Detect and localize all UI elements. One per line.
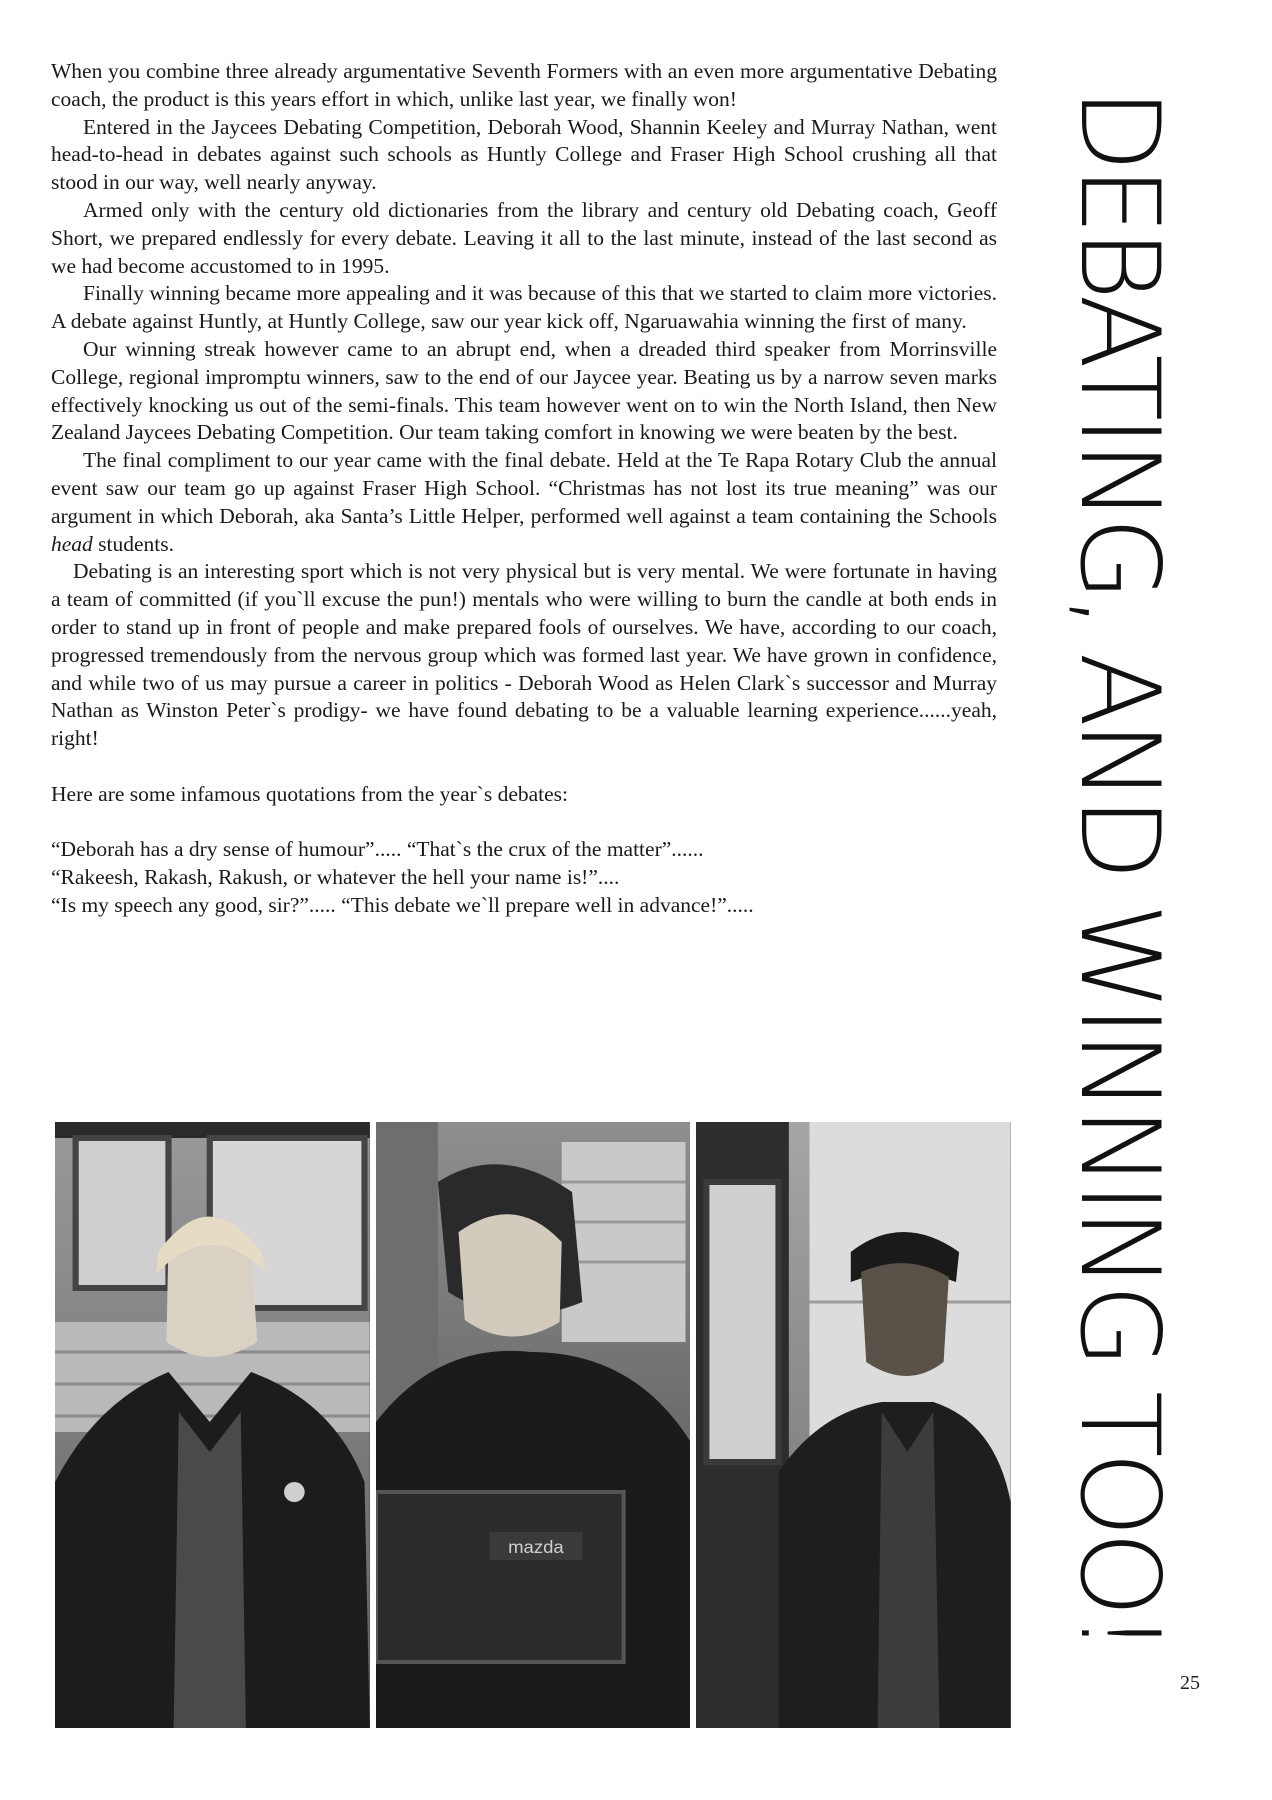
paragraph-5: Our winning streak however came to an abrupt end, when a dreaded third speaker from Morrinsville College, regional impromptu winners, saw to the end of our Jaycee year. Beating us by a narrow seven marks effectively knocking us out of the semi-finals. This team however went on to win the North Island, then New Zealand Jaycees Debating Competition. Our team taking comfort in knowing we were beaten by the best. (51, 336, 997, 445)
quotes-intro: Here are some infamous quotations from the year`s debates: (51, 781, 569, 806)
photo-student-right (696, 1122, 1011, 1728)
headline-vertical (1024, 48, 1214, 1688)
paragraph-7: Debating is an interesting sport which is not very physical but is very mental. We were fortunate in having a team of committed (if you`ll excuse the pun!) mentals who were willing to burn the candle at both ends in order to stand up in front of people and make prepared fools of ourselves. We have, according to our coach, progressed tremendously from the nervous group which was formed last year. We have grown in confidence, and while two of us may pursue a career in politics - Deborah Wood as Helen Clark`s successor and Murray Nathan as Winston Peter`s prodigy- we have found debating to be a valuable learning experience......yeah, right! (51, 559, 997, 751)
paragraph-6-italic: head (51, 531, 93, 556)
quote-line: “Rakeesh, Rakash, Rakush, or whatever the hell your name is!”.... (51, 865, 620, 890)
paragraph-2: Entered in the Jaycees Debating Competition, Deborah Wood, Shannin Keeley and Murray Nathan, went head-to-head in debates against such schools as Huntly College and Fraser High School crushing all that stood in our way, well nearly anyway. (51, 114, 997, 195)
photo-student-middle (376, 1122, 691, 1728)
car-badge: mazda (507, 1536, 564, 1557)
paragraph-4: Finally winning became more appealing and it was because of this that we started to claim more victories. A debate against Huntly, at Huntly College, saw our year kick off, Ngaruawahia winning the first of many. (51, 281, 997, 334)
article-body (51, 58, 997, 920)
photo-strip (55, 1122, 1011, 1728)
quotes-list (51, 836, 997, 919)
photo-left-image (55, 1122, 370, 1728)
page-number: 25 (1180, 1672, 1200, 1694)
paragraph-6-text: The final compliment to our year came with the final debate. Held at the Te Rapa Rotary Club the annual event saw our team go up against Fraser High School. “Christmas has not lost its true meaning” was our argument in which Deborah, aka Santa’s Little Helper, performed well against a team containing the Schools (51, 448, 997, 528)
paragraph-1: When you combine three already argumentative Seventh Formers with an even more argumentative Debating coach, the product is this years effort in which, unlike last year, we finally won! (51, 59, 997, 111)
photo-student-left (55, 1122, 370, 1728)
paragraph-6-end: students. (92, 531, 175, 556)
paragraph-3: Armed only with the century old dictionaries from the library and century old Debating coach, Geoff Short, we prepared endlessly for every debate. Leaving it all to the last minute, instead of the last second as we had become accustomed to in 1995. (51, 197, 997, 278)
paragraph-6 (51, 447, 997, 558)
headline-text: DEBATING, AND WINNING TOO! (1055, 87, 1183, 1649)
quote-line: “Is my speech any good, sir?”..... “This debate we`ll prepare well in advance!”..... (51, 892, 754, 917)
quote-line: “Deborah has a dry sense of humour”..... “That`s the crux of the matter”...... (51, 837, 704, 862)
photo-right-image (696, 1122, 1011, 1728)
photo-middle-image (376, 1122, 691, 1728)
